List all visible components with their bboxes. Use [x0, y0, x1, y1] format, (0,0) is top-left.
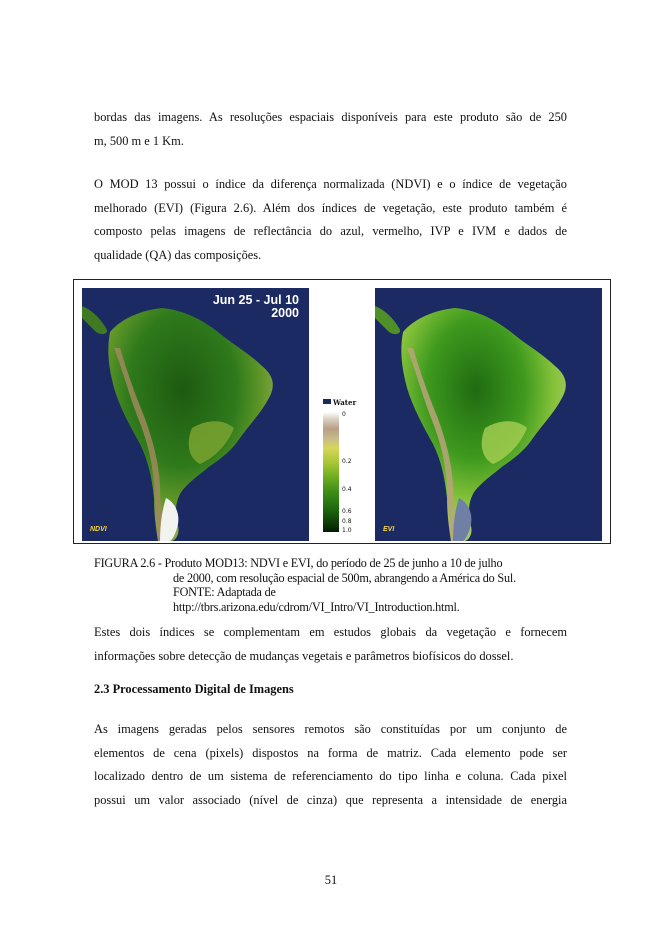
legend-tick: 0.2: [342, 458, 352, 465]
evi-map: [375, 288, 602, 541]
ndvi-date-range: Jun 25 - Jul 10: [212, 293, 299, 307]
paragraph-line: localizado dentro de um sistema de referenciamento do tipo linha e coluna. Cada pixel: [94, 769, 567, 783]
caption-line: FIGURA 2.6 - Produto MOD13: NDVI e EVI, do período de 25 de junho a 10 de julho: [94, 556, 503, 570]
paragraph-line: melhorado (EVI) (Figura 2.6). Além dos índices de vegetação, este produto também é: [94, 200, 567, 215]
caption-url: http://tbrs.arizona.edu/cdrom/VI_Intro/VI_Introduction.html.: [173, 600, 460, 615]
ndvi-map-image: [82, 288, 309, 541]
figure-caption: [94, 556, 516, 615]
paragraph-line: informações sobre detecção de mudanças vegetais e parâmetros biofísicos do dossel.: [94, 648, 514, 663]
ndvi-label: NDVI: [90, 526, 107, 533]
legend-tick: 0.8: [342, 518, 352, 525]
legend-water-label: Water: [333, 398, 357, 407]
paragraph-1: [94, 106, 567, 153]
legend-tick: 0.6: [342, 508, 352, 515]
evi-label: EVI: [383, 526, 395, 533]
ndvi-date-title: [213, 294, 299, 320]
evi-map-image: [375, 288, 602, 541]
paragraph-2: [94, 173, 567, 267]
ndvi-year: 2000: [271, 306, 299, 320]
page-number: 51: [324, 873, 338, 887]
figure-2-6: [73, 279, 611, 544]
caption-line: de 2000, com resolução espacial de 500m, abrangendo a América do Sul.: [173, 570, 516, 585]
paragraph-line: composto pelas imagens de reflectância do azul, vermelho, IVP e IVM e dados de: [94, 224, 567, 238]
paragraph-line: As imagens geradas pelos sensores remotos são constituídas por um conjunto de: [94, 722, 567, 736]
caption-source: FONTE: Adaptada de: [173, 585, 276, 600]
paragraph-line: bordas das imagens. As resoluções espaciais disponíveis para este produto são de 250: [94, 110, 567, 124]
paragraph-line: elementos de cena (pixels) dispostos na forma de matriz. Cada elemento pode ser: [94, 745, 567, 760]
legend-tick: 1.0: [342, 527, 352, 534]
legend-tick: 0: [342, 411, 346, 418]
paragraph-4: [94, 718, 567, 812]
ndvi-map: [82, 288, 309, 541]
paragraph-line: O MOD 13 possui o índice da diferença normalizada (NDVI) e o índice de vegetação: [94, 177, 567, 191]
paragraph-line: m, 500 m e 1 Km.: [94, 133, 184, 148]
legend-color-ramp: [323, 412, 339, 532]
section-heading: 2.3 Processamento Digital de Imagens: [94, 682, 294, 696]
paragraph-3: [94, 621, 567, 668]
color-legend: [321, 395, 371, 535]
paragraph-line: Estes dois índices se complementam em estudos globais da vegetação e fornecem: [94, 625, 567, 639]
water-swatch: [323, 399, 331, 404]
paragraph-line: qualidade (QA) das composições.: [94, 247, 262, 262]
paragraph-line: possui um valor associado (nível de cinza) que representa a intensidade de energia: [94, 792, 567, 807]
legend-tick: 0.4: [342, 486, 352, 493]
